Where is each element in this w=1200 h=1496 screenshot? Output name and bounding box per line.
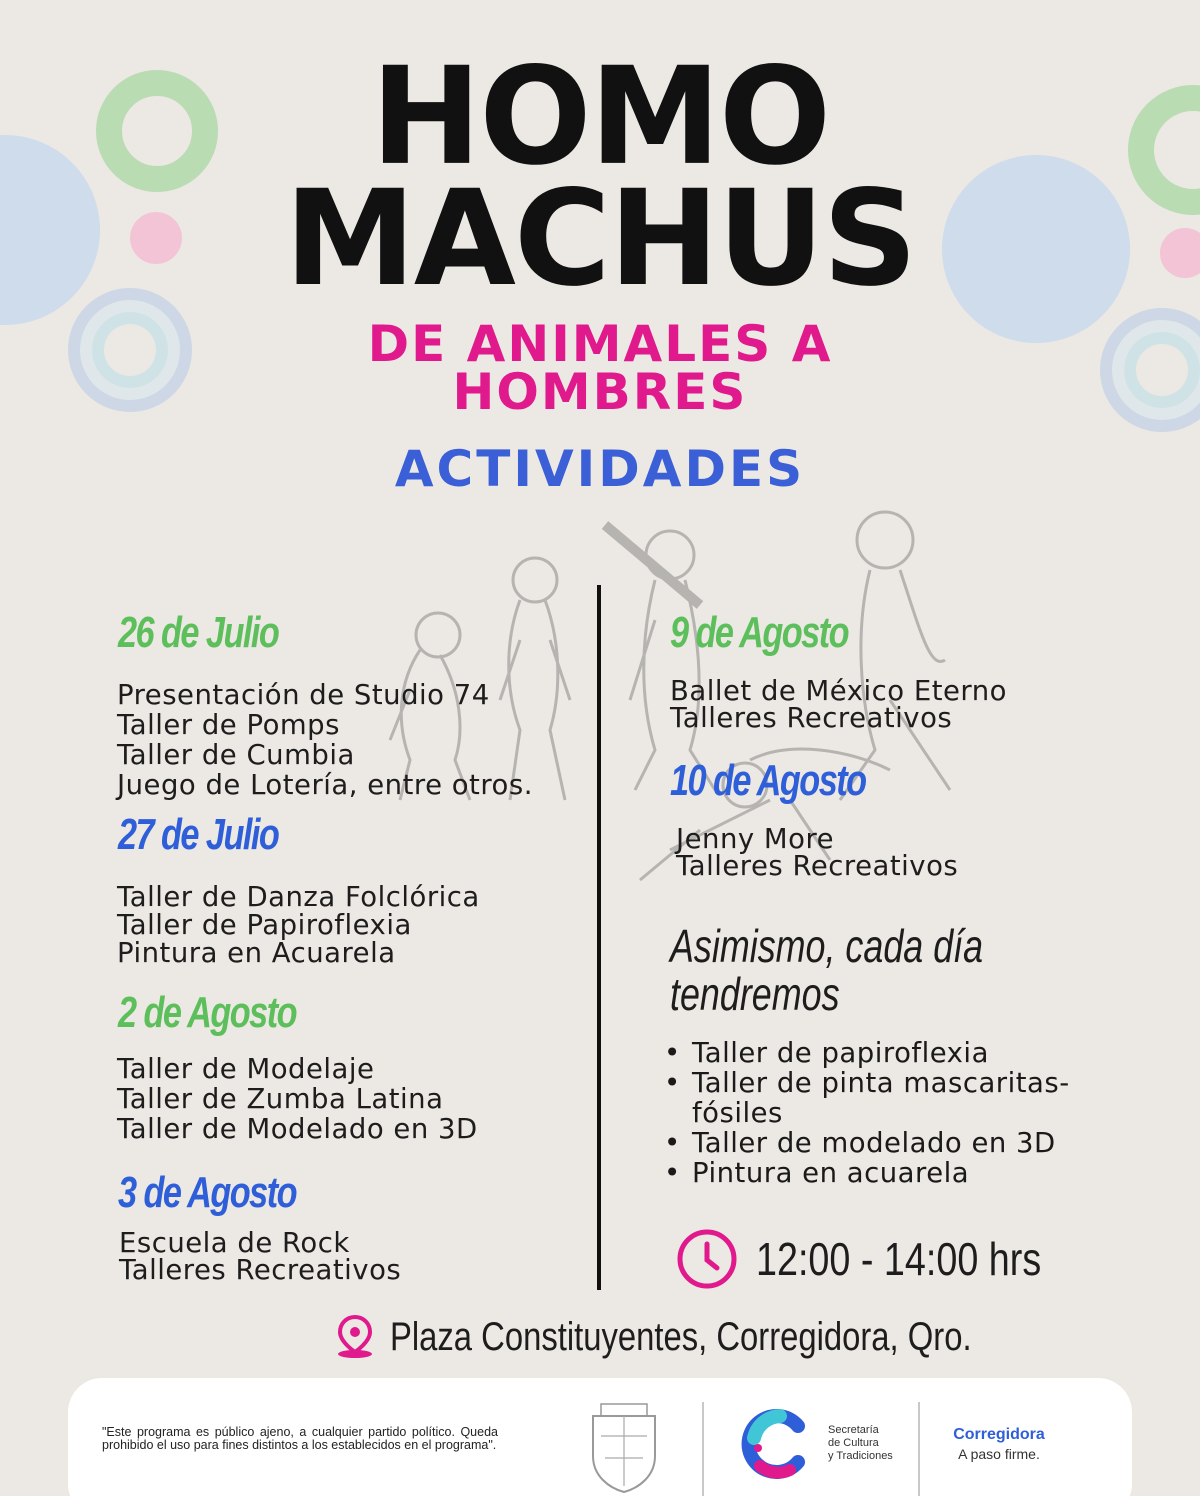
- date-heading: 3 de Agosto: [118, 1168, 296, 1217]
- activity-item: Talleres Recreativos: [670, 702, 953, 734]
- daily-activity-item: • Taller de modelado en 3D: [662, 1128, 1070, 1158]
- activity-item: Talleres Recreativos: [119, 1254, 402, 1286]
- legal-disclaimer: "Este programa es público ajeno, a cualquier partido político. Queda prohibido el uso para fines distintos a los establecidos en el programa".: [102, 1425, 498, 1452]
- date-heading: 2 de Agosto: [118, 988, 296, 1037]
- activity-item: Escuela de Rock: [119, 1227, 350, 1259]
- clock-icon: [676, 1228, 738, 1290]
- activity-item: Taller de Danza Folclórica: [117, 881, 480, 913]
- daily-activities-heading-line1: Asimismo, cada día: [670, 920, 984, 972]
- section-heading: ACTIVIDADES: [394, 440, 806, 498]
- activity-item: Ballet de México Eterno: [670, 675, 1007, 707]
- subtitle-line2: HOMBRES: [452, 363, 748, 421]
- municipal-seal-logo: [583, 1396, 665, 1496]
- main-title-line2: MACHUS: [284, 162, 916, 316]
- subtitle-line1: DE ANIMALES A: [367, 315, 833, 373]
- footer-divider: [918, 1402, 920, 1496]
- activity-item: Juego de Lotería, entre otros.: [117, 769, 533, 801]
- daily-activity-item-continuation: fósiles: [692, 1097, 783, 1129]
- activity-list: [117, 680, 533, 800]
- date-heading: 27 de Julio: [118, 810, 279, 859]
- activity-list: [117, 1054, 478, 1144]
- secretaria-cultura-logo: [740, 1408, 812, 1480]
- activity-item: Taller de Modelaje: [117, 1053, 375, 1085]
- secretaria-name-line2: de Cultura: [828, 1437, 879, 1449]
- schedule: [676, 1228, 1104, 1290]
- map-pin-icon: [334, 1314, 376, 1360]
- activity-item: Taller de Modelado en 3D: [117, 1113, 478, 1145]
- daily-activity-item: • Taller de papiroflexia: [662, 1038, 1070, 1068]
- activity-list: [676, 823, 959, 882]
- activity-item: Presentación de Studio 74: [117, 679, 490, 711]
- daily-activities-heading-line2: tendremos: [670, 968, 840, 1020]
- daily-activities-heading: [670, 922, 1076, 1018]
- municipality-slogan: A paso firme.: [958, 1446, 1040, 1462]
- activity-item: Talleres Recreativos: [676, 850, 959, 882]
- activity-list: [670, 675, 1007, 734]
- daily-activity-item: • Taller de pinta mascaritas-: [662, 1068, 1070, 1098]
- activity-item: Pintura en Acuarela: [117, 937, 396, 969]
- secretaria-name-line3: y Tradiciones: [828, 1450, 893, 1462]
- municipality-name: Corregidora: [953, 1426, 1045, 1443]
- activity-item: Taller de Zumba Latina: [117, 1083, 444, 1115]
- daily-activity-item: • Pintura en acuarela: [662, 1158, 1070, 1188]
- footer-bar: [68, 1378, 1132, 1496]
- activity-list: [117, 883, 480, 967]
- activity-item: Taller de Pomps: [117, 709, 340, 741]
- date-heading: 26 de Julio: [118, 608, 279, 657]
- main-title-line1: HOMO: [370, 38, 830, 196]
- secretaria-name-line1: Secretaría: [828, 1424, 879, 1436]
- date-heading: 9 de Agosto: [670, 608, 848, 657]
- activity-list: [119, 1227, 402, 1286]
- schedule-time: 12:00 - 14:00 hrs: [756, 1233, 1042, 1285]
- column-divider: [597, 585, 601, 1290]
- activity-item: Jenny More: [676, 823, 835, 855]
- location: [334, 1314, 1099, 1360]
- location-text: Plaza Constituyentes, Corregidora, Qro.: [390, 1314, 972, 1359]
- activity-item: Taller de Papiroflexia: [117, 909, 412, 941]
- corregidora-logo: [944, 1426, 1054, 1462]
- activity-item: Taller de Cumbia: [117, 739, 355, 771]
- daily-activities-list: [662, 1038, 1070, 1188]
- footer-divider: [702, 1402, 704, 1496]
- date-heading: 10 de Agosto: [670, 756, 866, 805]
- secretaria-cultura-name: [828, 1424, 893, 1463]
